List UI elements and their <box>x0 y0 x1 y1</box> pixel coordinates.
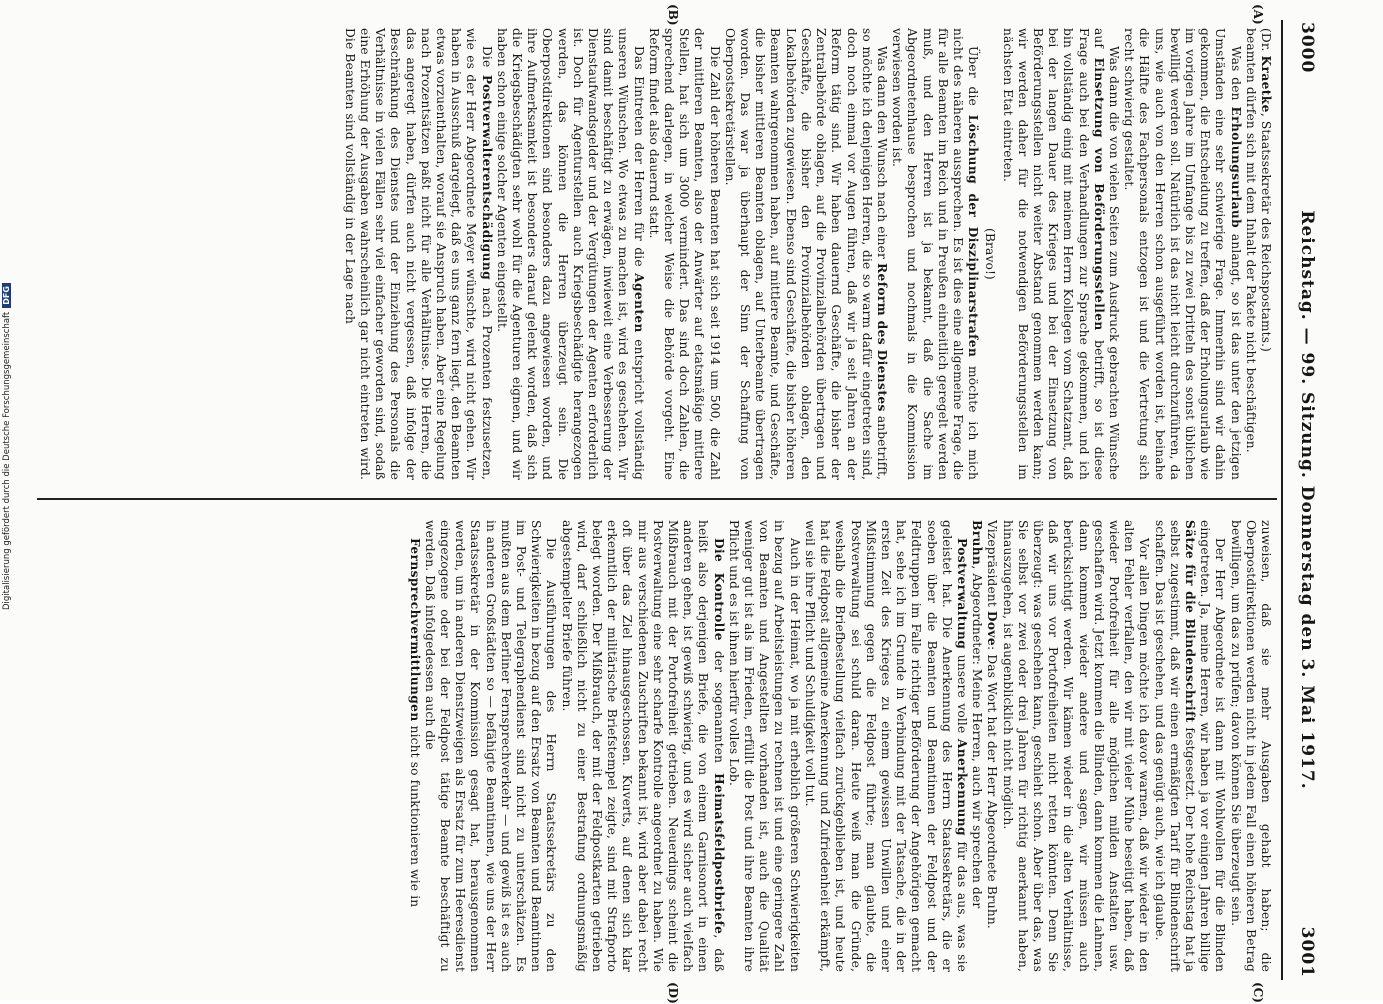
header-rule <box>1281 20 1283 980</box>
paragraph: Auch in der Heimat, wo ja mit erheblich größeren Schwierigkeiten in bezug auf Arbeitsleistungen zu rechnen ist und eine geringere Zahl von Beamten und Angestellten vorhanden ist, auch die Qualität weniger gut ist als im Frieden, erfüllt die Post und ihre Beamten ihre Pflicht und es ist ihnen hierfür volles Lob. <box>726 520 802 972</box>
interjection: (Bravo!) <box>983 228 998 280</box>
text-column-right <box>43 520 1273 972</box>
digitization-credit: Digitalisierung gefördert durch die Deutsche ForschungsgemeinschaftDFG <box>2 283 12 610</box>
paragraph: Der Herr Abgeordnete ist dann mit Wohlwollen für die Blinden eingetreten. Ja, meine Herren, wir haben ja vor einigen Jahren billige Sätze für die Blindenschrift festgesetzt. Der hohe Reichstag hat ja selbst zugestimmt, daß wir einen ermäßigten Tarif für Blindenschrift schaffen. Das ist geschehen, und das genügt auch, wie ich glaube. <box>1152 520 1228 972</box>
running-title: Reichstag. — 99. Sitzung. Donnerstag den 3. Mai 1917. <box>1297 210 1317 790</box>
paragraph: Postverwaltung unsere volle Anerkennung für das aus, was sie geleistet hat. Die Anerkennung des Herrn Staatssekretärs, die er soeben über die Beamten und Beamtinnen der Feldpost und der Feldtruppen im Falle richtiger Beförderung der Angehörigen gemacht hat, sehe ich im Grunde in Verbindung mit der Tatsache, die in der ersten Zeit des Krieges zu einem gewissen Unwillen und einer Mißstimmung gegen die Feldpost führte; man glaubte, die Postverwaltung sei schuld daran. Heute weiß man die Gründe, weshalb die Briefbestellung vielfach zurückgeblieben ist, und heute hat die Feldpost allgemeine Anerkennung und Zufriedenheit erkämpft, weil sie ihre Pflicht und Schuldigkeit voll tut. <box>802 520 969 972</box>
dfg-logo: DFG <box>2 283 11 308</box>
speaker-line: (Dr. Kraetke, Staatssekretär des Reichspostamts.) <box>1259 28 1273 353</box>
rotated-protocol-sheet <box>25 4 1325 1004</box>
paragraph: Die Postverwalterentschädigung nach Prozenten festzusetzen, wie es der Herr Abgeordnete Meyer wünschte, wird nicht gehen. Wir haben in Ausschuß dargelegt, daß es uns ganz fern liegt, den Beamten etwas vorzuenthalten, worauf sie Anspruch haben. Aber eine Regelung nach Prozentsätzen paßt nicht für alle Verhältnisse. Die Herren, die das angeregt haben, dürfen auch nicht vergessen, daß infolge der Beschränkung des Dienstes und der Einziehung des Personals die Verhältnisse in vielen Fällen sehr viel einfacher geworden sind, sodaß eine Erhöhung der Ausgaben wahrscheinlich gar nicht eintreten wird. Die Beamten sind vollständig in der Lage nach <box>342 28 494 480</box>
paragraph: Über die Löschung der Disziplinarstrafen möchte ich mich nicht des näheren aussprechen. Es ist dies eine allgemeine Frage, die für alle Beamten im Reich und in Preußen einheitlich geregelt werden muß, und den Herren ist ja bekannt, daß die Sache im Abgeordnetenhause besprochen und nochmals in die Kommission verwiesen worden ist. <box>890 28 981 480</box>
paragraph: Das Eintreten der Herren für die Agenten entspricht vollständig unseren Wünschen. Wo etwas zu machen ist, wird es geschehen. Wir sind damit beschäftigt zu erwägen, inwieweit eine Verbesserung der Dienstaufwandsgelder und der Vergütungen der Agenten erforderlich ist. Doch für Agenturstellen auch Kriegsbeschädigte herangezogen werden, das können die Herren überzeugt sein. Die Oberpostdirektionen sind besonders dazu angewiesen worden, und ihre Aufmerksamkeit ist besonders darauf gelenkt worden, daß sich die Kriegsbeschädigten sehr wohl für die Agenturen eignen, und wir haben schon einige solcher Agenten eingestellt. <box>494 28 646 480</box>
paragraph: Die Kontrolle der sogenannten Heimatsfeldpostbriefe, daß heißt also derjenigen Briefe, die von einem Garnisonort in einen anderen gehen, ist gewiß schwierig, und es wird sicher auch vielfach Mißbrauch mit der Portofreiheit getrieben. Neuerdings scheint die Postverwaltung eine sehr scharfe Kontrolle angeordnet zu haben. Wie mir aus verschiedenen Zuschriften bekannt ist, wird aber dabei recht oft über das Ziel hinausgeschossen. Kuverts, auf denen sich klar erkenntlich der militärische Briefstempel zeigte, sind mit Strafporto belegt worden. Der Mißbrauch, der mit der Feldpostkarten getrieben wird, darf schließlich nicht zu einer Bestrafung ordnungsmäßig abgestempelter Briefe führen. <box>559 520 726 972</box>
column-divider <box>37 498 1277 500</box>
page-header <box>1283 20 1317 980</box>
paragraph: Die Zahl der höheren Beamten hat sich seit 1914 um 500, die Zahl der mittleren Beamten, also der Anwärter auf etatsmäßige mittlere Stellen, hat sich um 3000 vermindert. Das sind doch Zahlen, die sprechend darlegen, in welcher Weise die Behörde vorgeht. Eine Reform findet also dauernd statt. <box>646 28 722 480</box>
margin-marker-a: (A) <box>1251 4 1265 25</box>
speaker-line: Vizepräsident Dove: Das Wort hat der Herr Abgeordnete Bruhn. <box>985 520 1000 929</box>
margin-marker-c: (C) <box>1251 982 1265 1003</box>
page-number-right: 3001 <box>1297 926 1317 978</box>
text-column-left <box>43 28 1273 480</box>
paragraph: beamten dürfen sich mit dem Inhalt der Pakete nicht beschäftigen. <box>1243 28 1258 453</box>
page-number: 3000 <box>1297 22 1317 74</box>
paragraph: Was dann die von vielen Seiten zum Ausdruck gebrachten Wünsche auf Einsetzung von Beförderungsstellen betrifft, so ist diese Frage auch bei den Verhandlungen zur Sprache gekommen, und ich bin vollständig einig mit meinem Herrn Kollegen vom Schatzamt, daß bei der langen Dauer des Krieges und bei der Einsetzung von Beförderungsstellen nicht weiter Abstand genommen werden kann; wir werden daher für die notwendigen Beförderungsstellen im nächsten Etat eintreten. <box>1000 28 1121 480</box>
margin-marker-d: (D) <box>666 982 680 1004</box>
paragraph: Vor allen Dingen möchte ich davor warnen, daß wir wieder in den alten Fehler verfallen, den wir mit vieler Mühe beseitigt haben, daß wieder Portofreiheit für alle möglichen milden Anstalten usw. geschaffen wird. Jetzt kommen die Blinden, dann kommen die Lahmen, dann kommen wieder andere und sagen, wir müssen auch berücksichtigt werden. Wir kämen wieder in die alten Verhältnisse, daß wir uns vor Portofreiheiten nicht retten könnten. Denn Sie überzeugt: was geschehen kann, geschieht schon. Aber über das, was Sie selbst vor zwei oder drei Jahren für richtig anerkannt haben, hinauszugehen, ist augenblicklich nicht möglich. <box>1000 520 1152 972</box>
margin-marker-b: (B) <box>666 4 680 26</box>
paragraph: zuweisen, daß sie mehr Ausgaben gehabt haben; die Oberpostdirektionen werden nicht in jedem Fall einen höheren Betrag bewilligen, um das zu prüfen; davon können Sie überzeugt sein. <box>1228 520 1273 972</box>
paragraph: Was dann den Wunsch nach einer Reform des Dienstes anbetrifft, so möchte ich denjenigen Herren, die so warm dafür eingetreten sind, doch noch einmal vor Augen führen, daß wir ja seit Jahren an der Reform tätig sind. Wir haben dauernd Geschäfte, die bisher der Zentralbehörde oblagen, auf die Provinzialbehörden übertragen und Geschäfte, die bisher den Provinzialbehörden oblagen, den Lokalbehörden zugewiesen. Ebenso sind Geschäfte, die bisher höheren Beamten wahrgenommen haben, auf mittlere Beamte, und Geschäfte, die bisher mittleren Beamten oblagen, auf Unterbeamte übertragen worden. Das war ja überhaupt der Sinn der Schaffung von Oberpostsekretärstellen. <box>722 28 889 480</box>
paragraph: Die Ausführungen des Herrn Staatssekretärs zu den Schwierigkeiten in bezug auf den Ersatz von Beamten und Beamtinnen im Post- und Telegraphendienst sind nicht zu unterschätzen. Es mußten aus dem Berliner Fernsprechverkehr — und gewiß ist es auch in anderen Großstädten so — befähigte Beamtinnen, wie uns der Herr Staatssekretär in der Kommission gesagt hat, herausgenommen werden, um in anderen Dienstzweigen als Ersatz für zum Heeresdienst eingezogene oder bei der Feldpost tätige Beamte beschäftigt zu werden. Daß infolgedessen auch die <box>422 520 559 972</box>
speaker-line: Bruhn, Abgeordneter: Meine Herren, auch wir sprechen der <box>970 520 985 909</box>
paragraph: Fernsprechvermittlungen nicht so funktionieren wie in <box>407 538 422 908</box>
paragraph: Was den Erholungsurlaub anlangt, so ist das unter den jetzigen Umständen eine sehr schwierige Frage. Immerhin sind wir dahin gekommen, die Entscheidung zu treffen, daß der Erholungsurlaub wie im vorigen Jahre im Umfange bis zu zwei Dritteln des sonst üblichen bewilligt werden soll. Natürlich ist das nicht leicht durchzuführen, da uns, wie auch von den Herren schon ausgeführt worden ist, beinahe die Hälfte des Fachpersonals entzogen ist und die Vertretung sich recht schwierig gestaltet. <box>1122 28 1243 480</box>
